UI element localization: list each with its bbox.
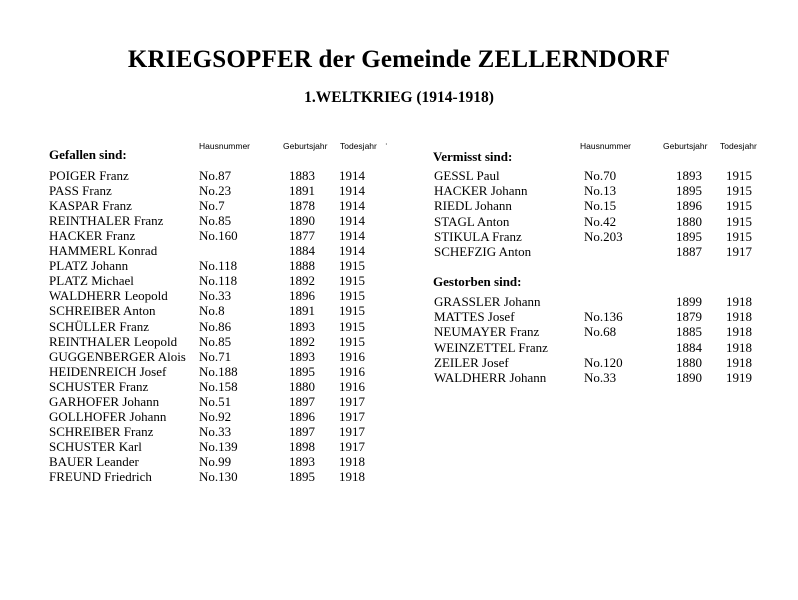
death-year-cell: 1914	[339, 243, 365, 259]
birth-year-cell: 1891	[289, 303, 315, 319]
death-year-cell: 1917	[339, 408, 365, 424]
death-year-cell: 1914	[339, 168, 365, 183]
death-year-cell: 1918	[339, 453, 365, 469]
death-year-cell: 1917	[339, 393, 365, 409]
table-row	[0, 394, 400, 409]
birth-year-cell: 1896	[676, 198, 702, 214]
birth-year-cell: 1877	[289, 228, 315, 244]
name-cell: STIKULA Franz	[434, 228, 522, 244]
house-number-cell: No.13	[584, 183, 617, 199]
house-number-cell: No.203	[584, 228, 623, 244]
house-number-cell: No.8	[199, 303, 225, 319]
birth-year-cell: 1887	[676, 244, 702, 259]
death-year-cell: 1914	[339, 213, 365, 229]
name-cell: GARHOFER Johann	[49, 393, 160, 409]
birth-year-cell: 1898	[289, 438, 315, 454]
right-header-birth: Geburtsjahr	[663, 141, 708, 151]
birth-year-cell: 1885	[676, 324, 702, 340]
house-number-cell: No.68	[584, 324, 617, 340]
name-cell: RIEDL Johann	[434, 198, 512, 214]
death-year-cell: 1915	[726, 213, 752, 229]
death-year-cell: 1918	[726, 339, 752, 355]
house-number-cell: No.92	[199, 408, 232, 424]
name-cell: SCHUSTER Franz	[49, 378, 149, 394]
name-cell: WEINZETTEL Franz	[434, 339, 548, 355]
house-number-cell: No.99	[199, 453, 232, 469]
house-number-cell: No.120	[584, 354, 623, 370]
birth-year-cell: 1895	[289, 363, 315, 379]
name-cell: REINTHALER Franz	[49, 213, 164, 229]
house-number-cell: No.188	[199, 363, 238, 379]
birth-year-cell: 1888	[289, 258, 315, 274]
birth-year-cell: 1893	[676, 168, 702, 183]
table-row	[0, 354, 752, 370]
missing-heading: Vermisst sind:	[433, 149, 513, 164]
birth-year-cell: 1893	[289, 453, 315, 469]
house-number-cell: No.86	[199, 318, 232, 334]
right-header-house: Hausnummer	[580, 141, 632, 151]
name-cell: HACKER Franz	[49, 228, 136, 244]
house-number-cell: No.15	[584, 198, 617, 214]
table-row	[0, 273, 400, 288]
left-header-house: Hausnummer	[199, 141, 251, 151]
death-year-cell: 1918	[726, 294, 752, 309]
house-number-cell: No.158	[199, 378, 238, 394]
birth-year-cell: 1880	[676, 213, 702, 229]
birth-year-cell: 1893	[289, 348, 315, 364]
birth-year-cell: 1890	[676, 370, 702, 385]
death-year-cell: 1918	[339, 469, 365, 484]
death-year-cell: 1918	[726, 324, 752, 340]
name-cell: GUGGENBERGER Alois	[49, 348, 186, 364]
name-cell: NEUMAYER Franz	[434, 324, 540, 340]
house-number-cell: No.7	[199, 198, 225, 214]
birth-year-cell: 1892	[289, 273, 315, 289]
death-year-cell: 1919	[726, 370, 752, 385]
fallen-heading: Gefallen sind:	[49, 147, 127, 162]
table-row	[0, 183, 752, 199]
birth-year-cell: 1897	[289, 393, 315, 409]
death-year-cell: 1917	[339, 423, 365, 439]
house-number-cell: No.23	[199, 183, 232, 199]
table-row	[0, 424, 400, 439]
death-year-cell: 1916	[339, 378, 365, 394]
house-number-cell: No.136	[584, 309, 623, 325]
death-year-cell: 1916	[339, 348, 365, 364]
house-number-cell: No.118	[199, 258, 238, 274]
birth-year-cell: 1883	[289, 168, 315, 183]
name-cell: SCHREIBER Anton	[49, 303, 156, 319]
birth-year-cell: 1895	[676, 228, 702, 244]
house-number-cell: No.70	[584, 168, 617, 183]
table-row	[0, 213, 752, 229]
birth-year-cell: 1880	[676, 354, 702, 370]
table-row	[0, 258, 400, 273]
name-cell: GRASSLER Johann	[434, 294, 541, 309]
name-cell: KASPAR Franz	[49, 198, 132, 214]
name-cell: SCHEFZIG Anton	[434, 244, 532, 259]
table-row	[0, 324, 752, 340]
birth-year-cell: 1895	[676, 183, 702, 199]
name-cell: HACKER Johann	[434, 183, 528, 199]
name-cell: PLATZ Michael	[49, 273, 134, 289]
name-cell: MATTES Josef	[434, 309, 515, 325]
death-year-cell: 1917	[726, 244, 752, 259]
death-year-cell: 1916	[339, 363, 365, 379]
birth-year-cell: 1879	[676, 309, 702, 325]
birth-year-cell: 1891	[289, 183, 315, 199]
table-row	[0, 309, 752, 325]
house-number-cell: No.85	[199, 333, 232, 349]
table-row	[0, 228, 752, 244]
house-number-cell: No.33	[584, 370, 617, 385]
house-number-cell: No.33	[199, 423, 232, 439]
house-number-cell: No.85	[199, 213, 232, 229]
name-cell: GESSL Paul	[434, 168, 500, 183]
died-heading: Gestorben sind:	[433, 274, 522, 289]
birth-year-cell: 1884	[289, 243, 315, 259]
death-year-cell: 1917	[339, 438, 365, 454]
house-number-cell: No.51	[199, 393, 232, 409]
house-number-cell: No.71	[199, 348, 232, 364]
birth-year-cell: 1884	[676, 339, 702, 355]
name-cell: SCHÜLLER Franz	[49, 318, 150, 334]
death-year-cell: 1915	[339, 273, 365, 289]
birth-year-cell: 1896	[289, 408, 315, 424]
name-cell: HEIDENREICH Josef	[49, 363, 167, 379]
left-header-birth: Geburtsjahr	[283, 141, 328, 151]
death-year-cell: 1915	[726, 183, 752, 199]
house-number-cell: No.42	[584, 213, 617, 229]
birth-year-cell: 1892	[289, 333, 315, 349]
house-number-cell: No.160	[199, 228, 238, 244]
table-row	[0, 294, 752, 309]
death-year-cell: 1915	[339, 288, 365, 304]
birth-year-cell: 1897	[289, 423, 315, 439]
death-year-cell: 1915	[339, 303, 365, 319]
birth-year-cell: 1899	[676, 294, 702, 309]
birth-year-cell: 1880	[289, 378, 315, 394]
name-cell: SCHUSTER Karl	[49, 438, 142, 454]
table-row	[0, 370, 752, 385]
page-subtitle: 1.WELTKRIEG (1914-1918)	[304, 89, 494, 106]
death-year-cell: 1915	[339, 318, 365, 334]
table-row	[0, 409, 400, 424]
name-cell: STAGL Anton	[434, 213, 510, 229]
name-cell: POIGER Franz	[49, 168, 129, 183]
table-row	[0, 339, 752, 355]
birth-year-cell: 1893	[289, 318, 315, 334]
death-year-cell: 1918	[726, 354, 752, 370]
table-row	[0, 454, 400, 469]
birth-year-cell: 1878	[289, 198, 315, 214]
left-header-death: Todesjahr	[340, 141, 377, 151]
name-cell: PASS Franz	[49, 183, 112, 199]
right-header-death: Todesjahr	[720, 141, 757, 151]
birth-year-cell: 1896	[289, 288, 315, 304]
house-number-cell: No.33	[199, 288, 232, 304]
name-cell: WALDHERR Leopold	[49, 288, 168, 304]
name-cell: HAMMERL Konrad	[49, 243, 158, 259]
death-year-cell: 1915	[726, 168, 752, 183]
death-year-cell: 1915	[339, 258, 365, 274]
table-row	[0, 439, 400, 454]
name-cell: REINTHALER Leopold	[49, 333, 178, 349]
death-year-cell: 1914	[339, 183, 365, 199]
table-row	[0, 198, 752, 214]
name-cell: PLATZ Johann	[49, 258, 129, 274]
death-year-cell: 1914	[339, 198, 365, 214]
birth-year-cell: 1895	[289, 469, 315, 484]
death-year-cell: 1914	[339, 228, 365, 244]
birth-year-cell: 1890	[289, 213, 315, 229]
death-year-cell: 1918	[726, 309, 752, 325]
name-cell: WALDHERR Johann	[434, 370, 547, 385]
house-number-cell: No.87	[199, 168, 232, 183]
table-row	[0, 469, 400, 484]
house-number-cell: No.130	[199, 469, 238, 484]
name-cell: GOLLHOFER Johann	[49, 408, 167, 424]
death-year-cell: 1915	[339, 333, 365, 349]
stray-mark: ·	[385, 140, 388, 149]
name-cell: SCHREIBER Franz	[49, 423, 154, 439]
name-cell: ZEILER Josef	[434, 354, 509, 370]
house-number-cell: No.139	[199, 438, 238, 454]
name-cell: BAUER Leander	[49, 453, 139, 469]
page-title: KRIEGSOPFER der Gemeinde ZELLERNDORF	[127, 46, 671, 73]
table-row	[0, 244, 752, 259]
death-year-cell: 1915	[726, 228, 752, 244]
table-row	[0, 168, 752, 183]
death-year-cell: 1915	[726, 198, 752, 214]
name-cell: FREUND Friedrich	[49, 469, 152, 484]
house-number-cell: No.118	[199, 273, 238, 289]
